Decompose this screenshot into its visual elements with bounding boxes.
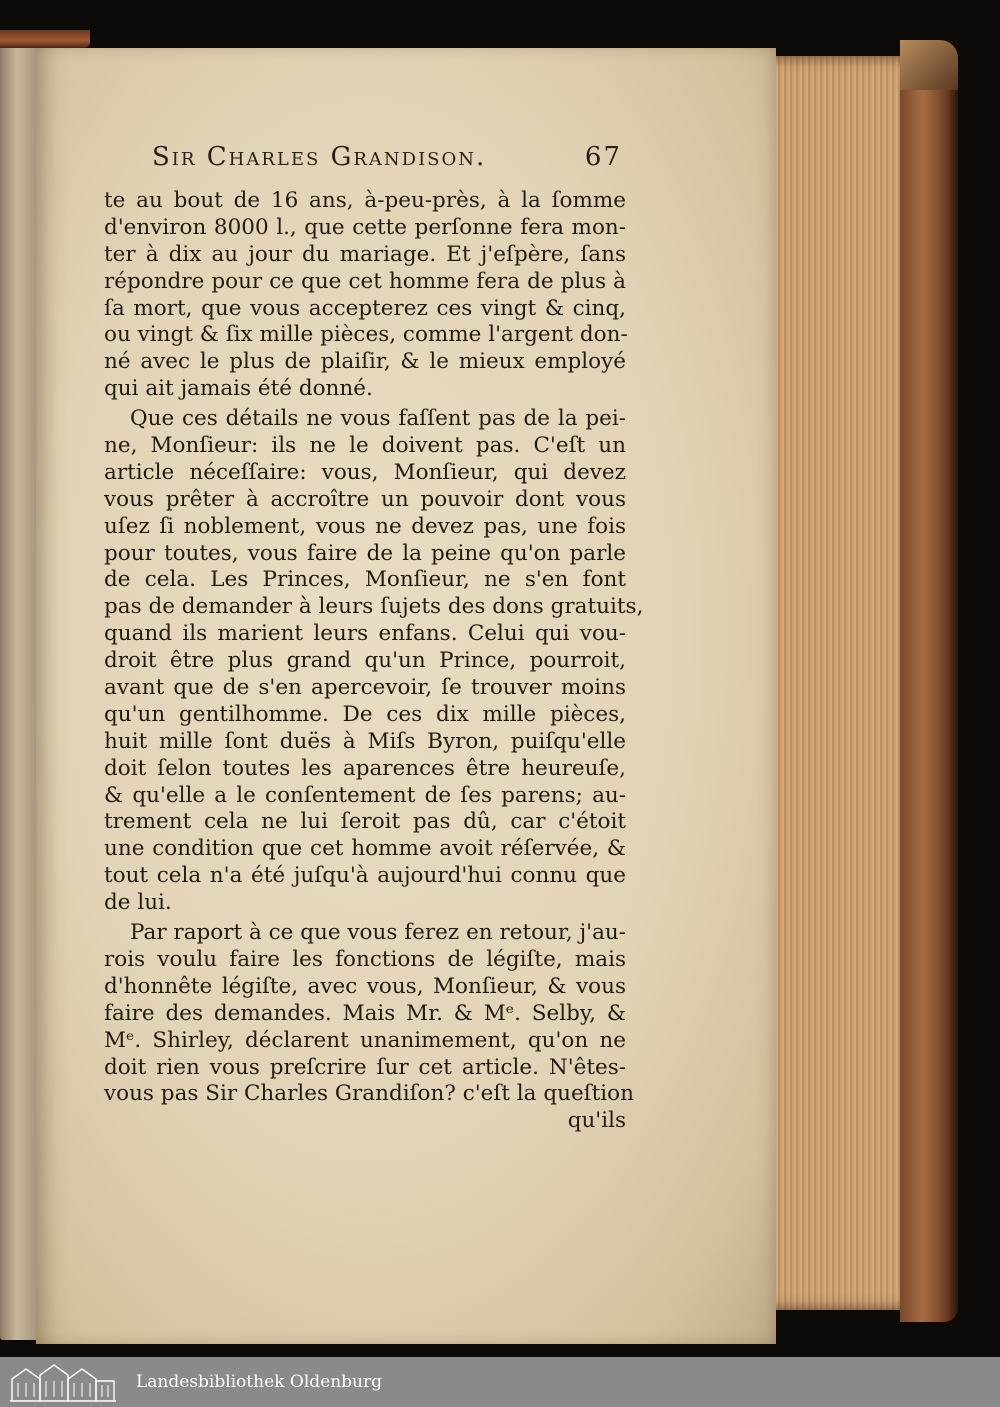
text-line: & qu'elle a le conſentement de ſes parens; au- bbox=[104, 782, 626, 808]
text-line: doit rien vous preſcrire ſur cet article. N'êtes- bbox=[104, 1054, 626, 1080]
cover-corner bbox=[900, 40, 958, 90]
footer-bar bbox=[0, 1357, 1000, 1407]
library-building-icon bbox=[8, 1361, 118, 1403]
text-line: droit être plus grand qu'un Prince, pourroit, bbox=[104, 648, 626, 674]
text-line: doit ſelon toutes les aparences être heureuſe, bbox=[104, 755, 626, 781]
text-line: vous prêter à accroître un pouvoir dont vous bbox=[104, 486, 626, 512]
text-line: ne, Monſieur: ils ne le doivent pas. C'eſt un bbox=[104, 433, 626, 459]
text-line: né avec le plus de plaiſir, & le mieux employé bbox=[104, 349, 626, 375]
text-line: ſa mort, que vous accepterez ces vingt & cinq, bbox=[104, 295, 626, 321]
text-line: uſez ſi noblement, vous ne devez pas, une fois bbox=[104, 513, 626, 539]
text-line: faire des demandes. Mais Mr. & Mᵉ. Selby, & bbox=[104, 1000, 626, 1026]
text-line: ter à dix au jour du mariage. Et j'eſpère, ſans bbox=[104, 241, 626, 267]
text-line: une condition que cet homme avoit réſervée, & bbox=[104, 836, 626, 862]
text-line: huit mille ſont duës à Miſs Byron, puiſqu'elle bbox=[104, 728, 626, 754]
running-title: Sir Charles Grandison. bbox=[152, 142, 487, 172]
text-line: qui ait jamais été donné. bbox=[104, 376, 373, 402]
text-line: te au bout de 16 ans, à-peu-près, à la ſomme bbox=[104, 188, 626, 213]
text-line: d'honnête légiſte, avec vous, Monſieur, & vous bbox=[104, 973, 626, 999]
text-line: pour toutes, vous faire de la peine qu'on parle bbox=[104, 540, 626, 566]
text-line: Mᵉ. Shirley, déclarent unanimement, qu'on ne bbox=[104, 1027, 626, 1053]
text-line: rois voulu faire les fonctions de légiſte, mais bbox=[104, 946, 626, 972]
binding-edge bbox=[0, 30, 90, 48]
text-line: quand ils marient leurs enfans. Celui qui vou- bbox=[104, 621, 626, 647]
text-line: Par raport à ce que vous ferez en retour, j'au- bbox=[130, 920, 626, 946]
text-line: pas de demander à leurs ſujets des dons gratuits, bbox=[104, 594, 644, 620]
body-text bbox=[104, 188, 644, 1135]
page-number: 67 bbox=[584, 142, 622, 172]
text-line: trement cela ne lui ſeroit pas dû, car c'étoit bbox=[104, 809, 626, 835]
text-line: d'environ 8000 l., que cette perſonne fera mon- bbox=[104, 214, 626, 240]
fore-edge bbox=[760, 56, 915, 1310]
text-line: avant que de s'en apercevoir, ſe trouver moins bbox=[104, 675, 626, 701]
text-line: tout cela n'a été juſqu'à aujourd'hui connu que bbox=[104, 863, 626, 889]
text-line: vous pas Sir Charles Grandiſon? c'eſt la queſtion bbox=[104, 1081, 634, 1107]
text-line: qu'ils bbox=[567, 1108, 626, 1134]
text-line: Que ces détails ne vous faſſent pas de la pei- bbox=[130, 406, 626, 432]
institution-name: Landesbibliothek Oldenburg bbox=[136, 1372, 383, 1392]
text-line: de lui. bbox=[104, 890, 172, 916]
text-line: ou vingt & ſix mille pièces, comme l'argent don- bbox=[104, 322, 628, 348]
running-head bbox=[152, 142, 622, 172]
text-line: de cela. Les Princes, Monſieur, ne s'en font bbox=[104, 567, 626, 593]
text-line: répondre pour ce que cet homme fera de plus à bbox=[104, 268, 626, 294]
book-cover-edge bbox=[900, 44, 958, 1322]
previous-leaf-edge bbox=[0, 40, 36, 1340]
text-line: article néceſſaire: vous, Monſieur, qui devez bbox=[104, 459, 626, 485]
text-line: qu'un gentilhomme. De ces dix mille pièces, bbox=[104, 701, 626, 727]
